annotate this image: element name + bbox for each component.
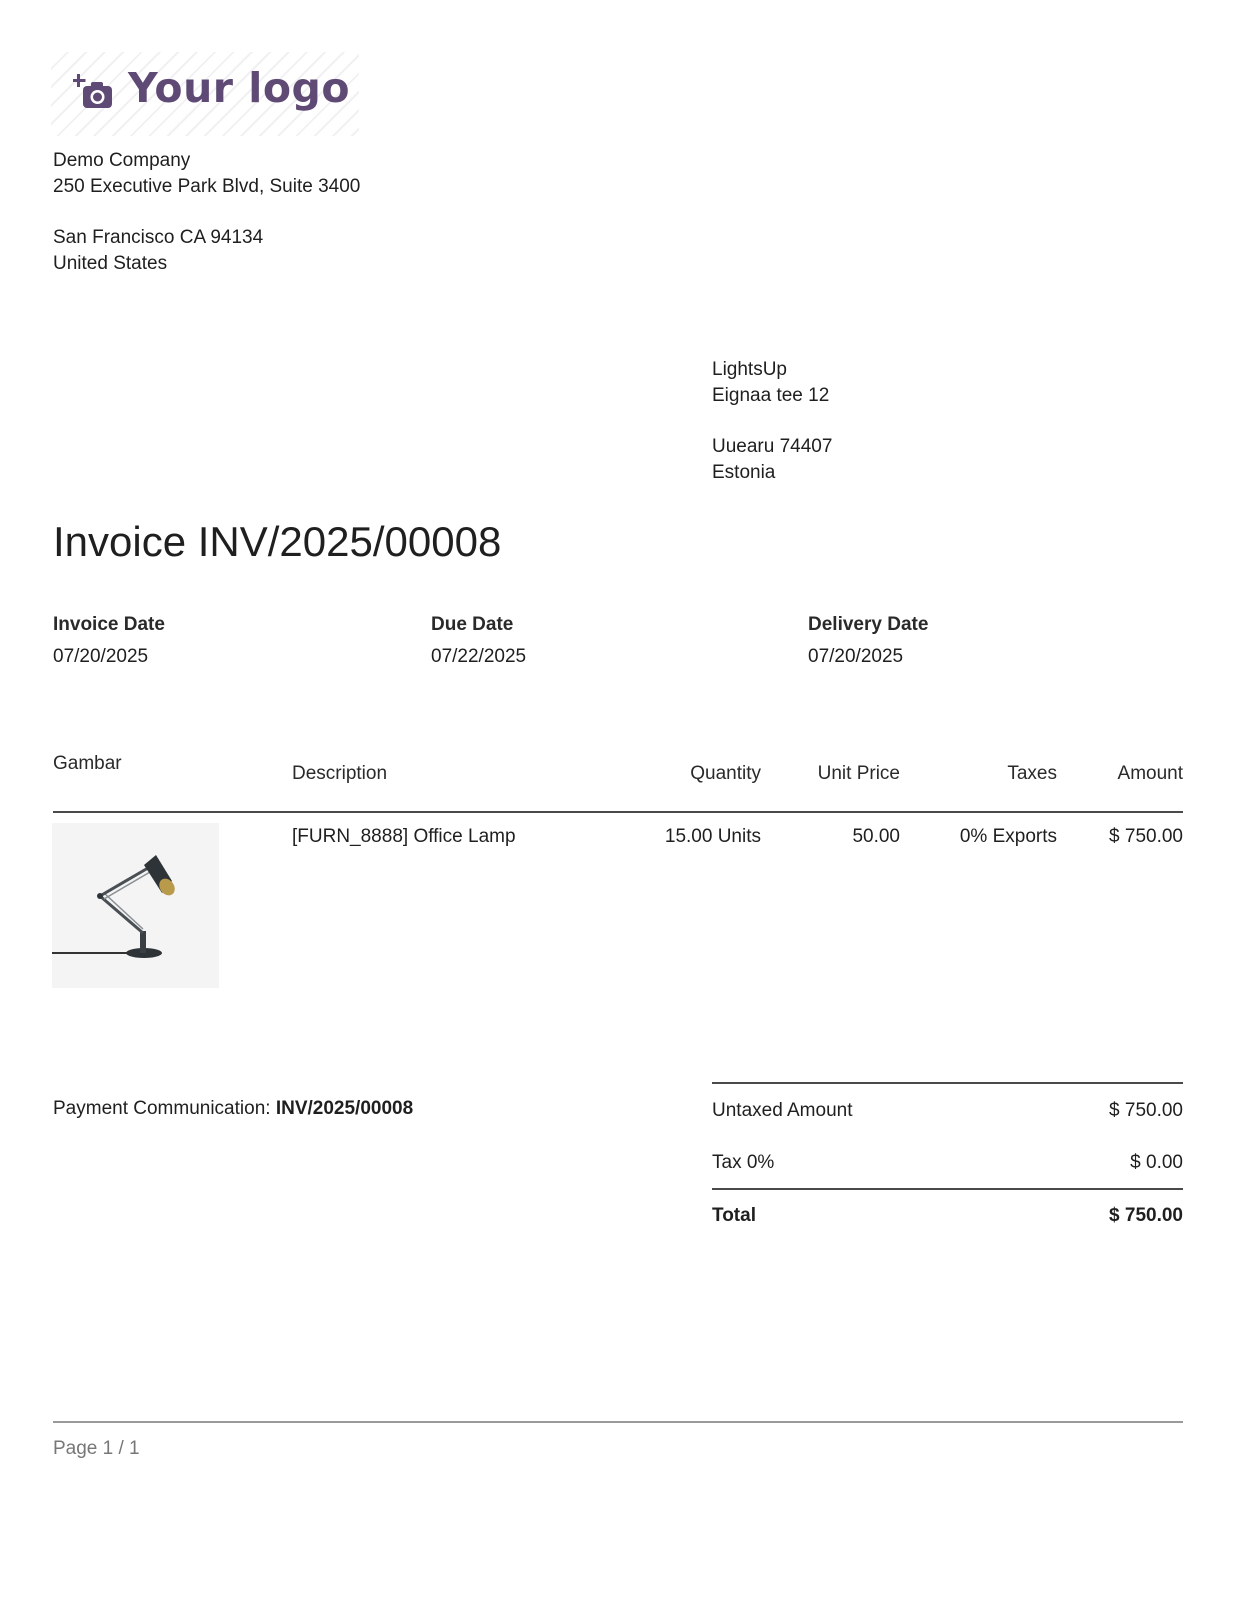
tax-label: Tax 0% xyxy=(712,1152,775,1173)
totals-top-rule xyxy=(712,1082,1183,1084)
customer-address xyxy=(712,356,832,485)
company-address xyxy=(53,147,360,276)
company-city: San Francisco CA 94134 xyxy=(53,227,264,248)
customer-city: Uuearu 74407 xyxy=(712,436,833,457)
logo-text: Your logo xyxy=(128,64,351,112)
delivery-date-value: 07/20/2025 xyxy=(808,646,904,667)
page-number: Page 1 / 1 xyxy=(53,1438,140,1459)
payment-label: Payment Communication: xyxy=(53,1098,276,1119)
company-logo xyxy=(51,52,359,136)
customer-name: LightsUp xyxy=(712,359,787,380)
company-country: United States xyxy=(53,253,168,274)
lamp-icon xyxy=(52,823,219,988)
invoice-date-block xyxy=(53,614,165,668)
company-name: Demo Company xyxy=(53,150,191,171)
payment-reference: INV/2025/00008 xyxy=(275,1098,414,1119)
col-header-quantity: Quantity xyxy=(690,763,761,784)
due-date-block xyxy=(431,614,526,668)
due-date-label: Due Date xyxy=(431,614,514,635)
row-description: [FURN_8888] Office Lamp xyxy=(292,826,516,847)
customer-country: Estonia xyxy=(712,462,776,483)
col-header-image: Gambar xyxy=(53,753,122,774)
total-value: $ 750.00 xyxy=(1109,1205,1183,1226)
untaxed-amount-label: Untaxed Amount xyxy=(712,1100,853,1121)
total-label: Total xyxy=(712,1205,756,1226)
delivery-date-block xyxy=(808,614,928,668)
company-street: 250 Executive Park Blvd, Suite 3400 xyxy=(53,176,361,197)
col-header-description: Description xyxy=(292,763,388,784)
invoice-title: Invoice INV/2025/00008 xyxy=(53,518,502,565)
totals-total-rule xyxy=(712,1188,1183,1190)
table-header-rule xyxy=(53,811,1183,813)
row-quantity: 15.00 Units xyxy=(664,826,761,847)
tax-value: $ 0.00 xyxy=(1130,1152,1183,1173)
col-header-taxes: Taxes xyxy=(1007,763,1057,784)
col-header-amount: Amount xyxy=(1117,763,1183,784)
camera-plus-icon xyxy=(73,72,115,112)
invoice-date-label: Invoice Date xyxy=(53,614,165,635)
col-header-unit-price: Unit Price xyxy=(817,763,900,784)
row-taxes: 0% Exports xyxy=(959,826,1057,847)
payment-communication xyxy=(53,1098,413,1120)
row-unit-price: 50.00 xyxy=(852,826,900,847)
untaxed-amount-value: $ 750.00 xyxy=(1109,1100,1183,1121)
office-lamp-image xyxy=(52,823,219,988)
row-amount: $ 750.00 xyxy=(1109,826,1183,847)
invoice-date-value: 07/20/2025 xyxy=(53,646,149,667)
footer-rule xyxy=(53,1421,1183,1423)
due-date-value: 07/22/2025 xyxy=(431,646,527,667)
customer-street: Eignaa tee 12 xyxy=(712,385,830,406)
delivery-date-label: Delivery Date xyxy=(808,614,929,635)
